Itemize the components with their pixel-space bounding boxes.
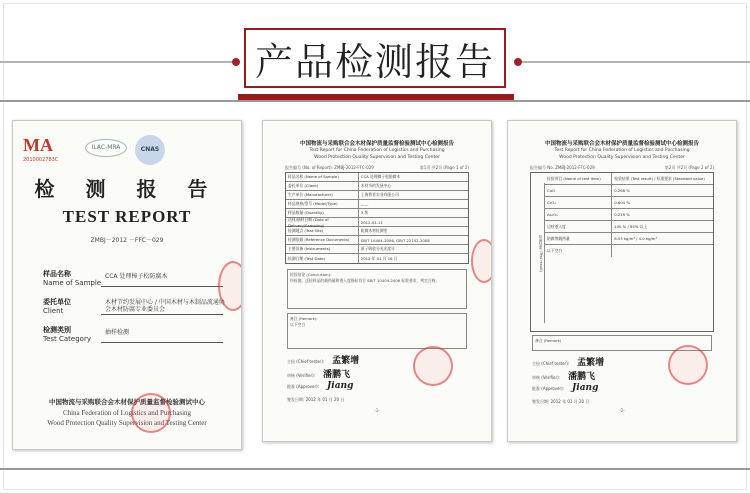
field-client: 委托单位 Client 木材节约发展中心 / 中国木材与木制品流通协会木材防腐专业委员会 [43, 298, 225, 315]
cma-logo: MA [23, 135, 53, 155]
page1-subtitle-1: Test Report for China Federation of Logistics and Purchasing [309, 148, 445, 153]
divider-left [0, 61, 238, 63]
conclusion-box [287, 269, 467, 309]
page1-page-count: 第1页 共2页 (Page 1 of 2) [419, 165, 469, 170]
table-row: 以下空白 [545, 245, 713, 257]
page-title: 产品检测报告 [254, 39, 495, 84]
page1-subtitle-2: Wood Protection Quality Supervision and Testing Center [314, 155, 440, 160]
page1-table [285, 172, 469, 264]
remark-label: 备注 (Remark) [535, 338, 562, 343]
cover-title-cn: 检 测 报 告 [34, 177, 220, 201]
page2-title: 中国物流与采购联合会木材保护质量监督检验测试中心检测报告 [544, 141, 699, 147]
page2-report-no: 报告编号 No. ZMBJ-2012-FFC-029 [530, 165, 595, 170]
table-header-row: 检验项目 (Name of test item) 检验结果 (Test result) / 标准要求 (Standard value) [545, 173, 713, 185]
page-header [0, 28, 750, 98]
conclusion-label: 检验结论 (Conclusion): [290, 272, 332, 277]
table-row: CuO 0.268 % [545, 185, 713, 197]
verifier-signature: 审核 (Verifier): 潘鹏飞 [287, 370, 351, 380]
table-row: 主要设备 (Instruments) 原子吸收分光光度计 [286, 245, 468, 254]
page1-meta [285, 165, 469, 171]
table-row: 生产单位 (Manufacturer) 上海普晋实业有限公司 [286, 191, 468, 200]
edge-seal [471, 239, 492, 283]
remark-label: 备注 (Remark): [290, 316, 318, 321]
table-row: 样品规格/型号 (Model/Type) —— [286, 200, 468, 209]
cover-fields [43, 269, 223, 353]
page2-page-count: 第2页 共2页 (Page 2 of 2) [664, 165, 714, 170]
cma-number: 2010002783C [23, 157, 59, 163]
conclusion-text: 经检测，送检样品的载药量和透入度指标符合 SB/T 10404-2006 标准要求，判定合格。 [290, 278, 440, 283]
cert-logos [23, 135, 231, 167]
chief-tester-signature: 主检 (Chief tester): 孟繁增 [287, 356, 360, 366]
verifier-signature: 审核 (Verifier): 潘鹏飞 [532, 372, 596, 382]
official-seal [668, 345, 708, 385]
cover-org-en-1: China Federation of Logistics and Purchasing [62, 409, 192, 417]
page-number: -2- [619, 408, 625, 413]
divider-right [514, 61, 750, 63]
cover-report-number: ZMBJ－2012 －FFC－029 [90, 237, 164, 244]
page-number: -1- [374, 408, 380, 413]
cnas-logo: CNAS [135, 135, 165, 165]
report-page-1 [262, 120, 492, 442]
approver-signature: 批准 (Approver): Jiang [532, 383, 599, 393]
dot-left [232, 58, 240, 66]
edge-seal [218, 261, 242, 311]
page1-title: 中国物流与采购联合会木材保护质量监督检验测试中心检测报告 [299, 141, 454, 147]
report-page-2 [507, 120, 737, 442]
issue-date: 签发日期: 2012 年 01 月 20 日 [287, 397, 345, 402]
remark-box [287, 313, 467, 349]
approver-signature: 批准 (Approver): Jiang [287, 381, 354, 391]
field-sample-name: 样品名称 Name of Sample CCA 处理樟子松防腐木 [43, 269, 223, 297]
remark-text: 以下空白 [290, 322, 306, 327]
ilac-logo: ILAC-MRA [85, 139, 127, 157]
cover-org-cn: 中国物流与采购联合会木材保护质量监督检验测试中心 [49, 398, 205, 406]
table-row: 检测日期 (Test Date) 2012 年 01 月 16 日 [286, 254, 468, 263]
chief-tester-signature: 主检 (Chief tester): 孟繁增 [532, 358, 605, 368]
table-row: 检测地点 (Test Site) 防腐木材检测室 [286, 227, 468, 236]
dot-right [514, 58, 522, 66]
official-seal [413, 346, 453, 386]
page1-report-no: 报告编号 (No. of Report): ZMBJ-2012-FFC-029 [285, 165, 374, 170]
issue-date: 签发日期: 2012 年 01 月 20 日 [532, 399, 590, 404]
table-row: 样品数量 (Quantity) 3 块 [286, 209, 468, 218]
title-box [244, 28, 506, 88]
table-row: 防腐剂载药量 6.53 kg/m³ / 4.0 kg/m³ [545, 233, 713, 245]
results-side-label: 检测结果 (Test result) [531, 183, 545, 323]
field-test-category: 检测类别 Test Category 抽样检测 [43, 325, 223, 353]
cover-org-en-2: Wood Protection Quality Supervision and Testing Center [47, 419, 207, 427]
table-row: 样品名称 (Name of Sample) CCA 处理樟子松防腐木 [286, 173, 468, 182]
table-row: 委托单位 (Client) 木材节约发展中心 [286, 182, 468, 191]
table-row: CrO₃ 0.604 % [545, 197, 713, 209]
cover-title-en: TEST REPORT [62, 207, 192, 226]
results-table [530, 172, 714, 332]
page2-meta [530, 165, 714, 171]
page2-subtitle-1: Test Report for China Federation of Logistics and Purchasing [554, 148, 690, 153]
table-row: 检测依据 (Reference Documents) SB/T 10404-2006, GB/T 22102-2008 [286, 236, 468, 245]
table-row: 送样/抽样日期 (Date of Delivery/Sampling) 2012-01-11 [286, 218, 468, 227]
report-cover [12, 120, 242, 450]
page2-subtitle-2: Wood Protection Quality Supervision and Testing Center [559, 155, 685, 160]
official-seal [131, 393, 171, 433]
table-row: As₂O₅ 0.219 % [545, 209, 713, 221]
table-row: 边材透入度 100 % / 85% 以上 [545, 221, 713, 233]
